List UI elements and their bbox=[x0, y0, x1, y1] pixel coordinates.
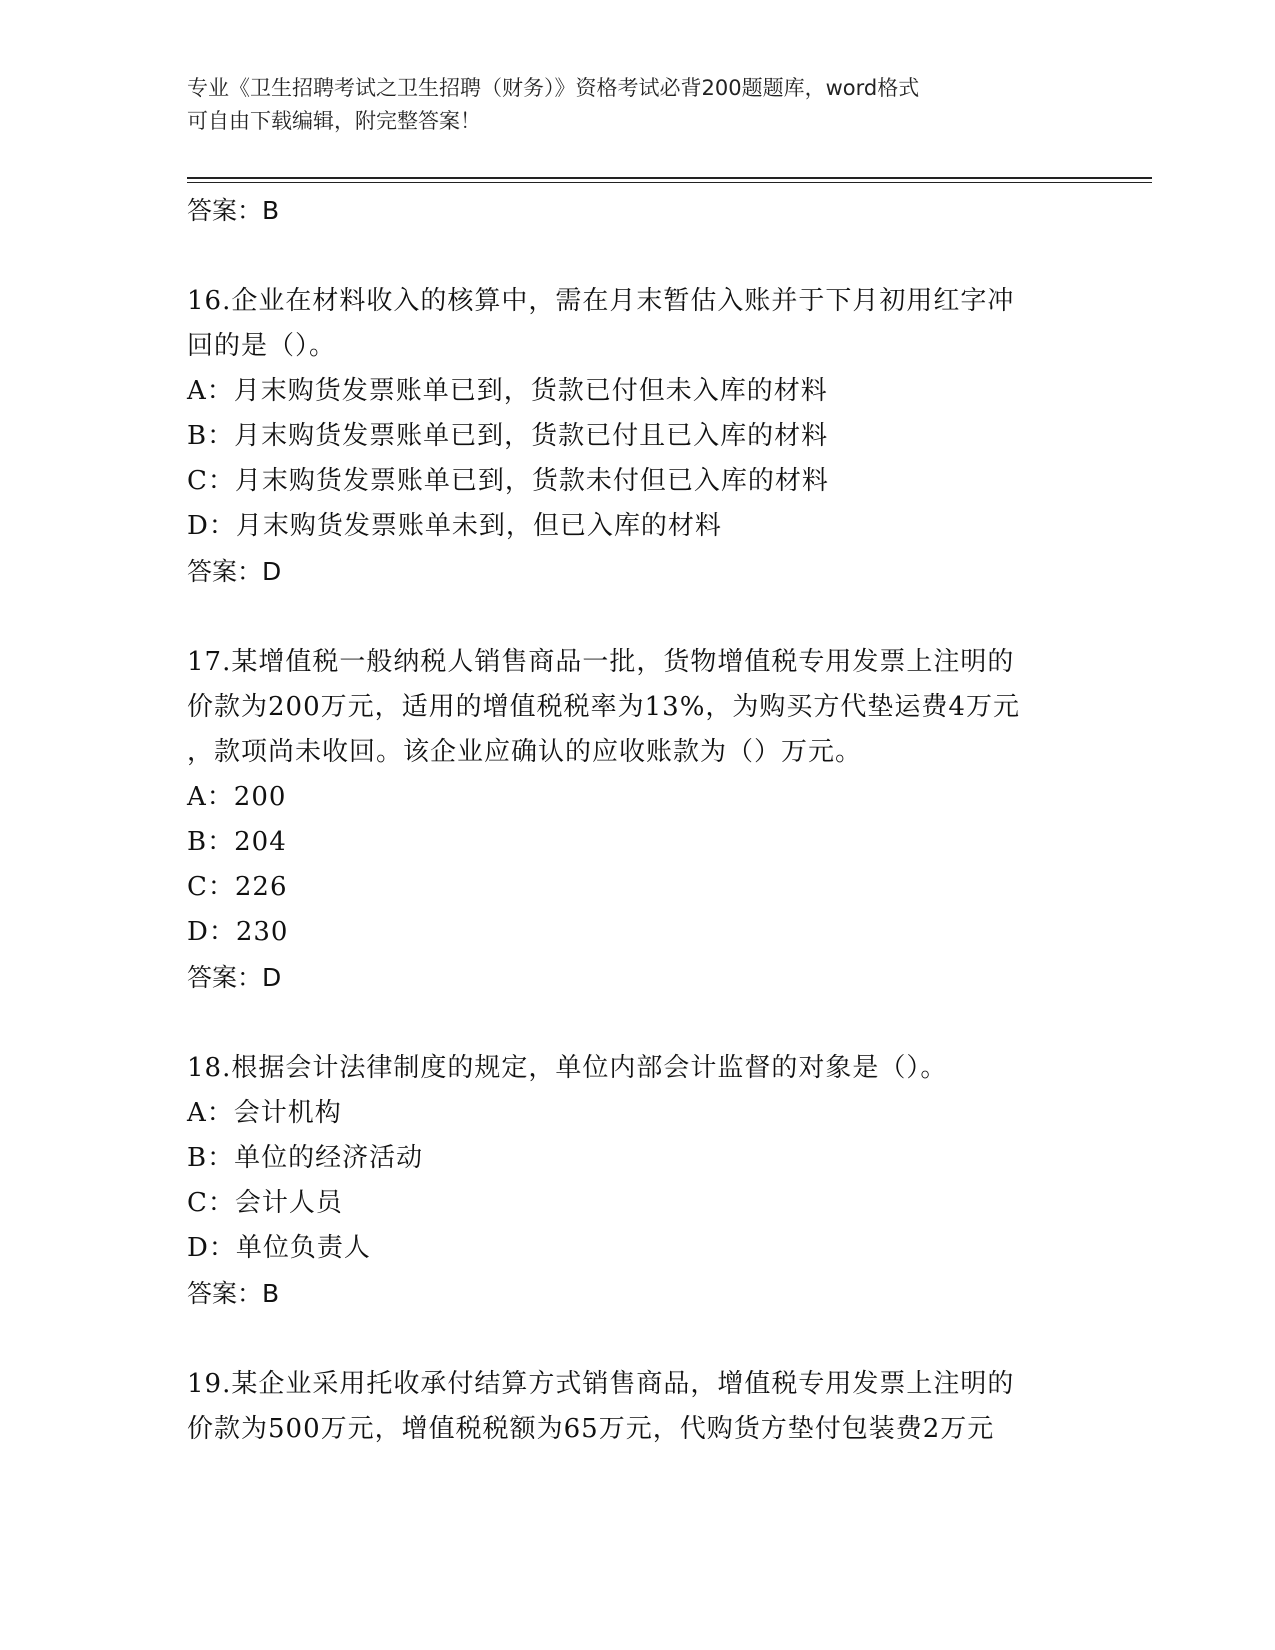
option-b: B：单位的经济活动 bbox=[187, 1143, 424, 1173]
question-stem bbox=[187, 1046, 1117, 1091]
stem-line: 19.某企业采用托收承付结算方式销售商品，增值税专用发票上注明的 bbox=[187, 1369, 1015, 1399]
spacer bbox=[187, 1317, 1117, 1362]
question-stem bbox=[187, 279, 1117, 369]
spacer bbox=[187, 595, 1117, 640]
option-a: A：200 bbox=[187, 782, 287, 812]
stem-line: 18.根据会计法律制度的规定，单位内部会计监督的对象是（）。 bbox=[187, 1053, 948, 1083]
stem-line: ，款项尚未收回。该企业应确认的应收账款为（）万元。 bbox=[187, 737, 863, 767]
option-d: D：单位负责人 bbox=[187, 1233, 371, 1263]
header-line-1: 专业《卫生招聘考试之卫生招聘（财务）》资格考试必背200题题库，word格式 bbox=[187, 76, 920, 100]
option-c: C：会计人员 bbox=[187, 1188, 343, 1218]
spacer bbox=[187, 234, 1117, 279]
question-18 bbox=[187, 1046, 1117, 1317]
option-a: A：月末购货发票账单已到，货款已付但未入库的材料 bbox=[187, 376, 828, 406]
option-b: B：204 bbox=[187, 827, 287, 857]
question-16 bbox=[187, 279, 1117, 595]
spacer bbox=[187, 1001, 1117, 1046]
stem-line: 价款为200万元，适用的增值税税率为13%，为购买方代垫运费4万元 bbox=[187, 692, 1020, 722]
stem-line: 16.企业在材料收入的核算中，需在月末暂估入账并于下月初用红字冲 bbox=[187, 286, 1015, 316]
option-d: D：月末购货发票账单未到，但已入库的材料 bbox=[187, 511, 722, 541]
stem-line: 价款为500万元，增值税税额为65万元，代购货方垫付包装费2万元 bbox=[187, 1414, 995, 1444]
stem-line: 回的是（）。 bbox=[187, 331, 337, 361]
option-c: C：月末购货发票账单已到，货款未付但已入库的材料 bbox=[187, 466, 829, 496]
answer-line: 答案：B bbox=[187, 196, 280, 225]
question-stem bbox=[187, 1362, 1117, 1452]
option-d: D：230 bbox=[187, 917, 289, 947]
question-list bbox=[187, 188, 1117, 1452]
question-19 bbox=[187, 1362, 1117, 1452]
header-divider-thin bbox=[187, 182, 1152, 183]
option-b: B：月末购货发票账单已到，货款已付且已入库的材料 bbox=[187, 421, 829, 451]
question-stem bbox=[187, 640, 1117, 775]
answer-line: 答案：D bbox=[187, 557, 282, 586]
header-line-2: 可自由下载编辑，附完整答案！ bbox=[187, 109, 481, 133]
stem-line: 17.某增值税一般纳税人销售商品一批，货物增值税专用发票上注明的 bbox=[187, 647, 1015, 677]
header-divider bbox=[187, 177, 1152, 179]
document-header bbox=[187, 72, 1087, 138]
question-17 bbox=[187, 640, 1117, 1001]
option-a: A：会计机构 bbox=[187, 1098, 342, 1128]
option-c: C：226 bbox=[187, 872, 288, 902]
answer-line: 答案：B bbox=[187, 1279, 280, 1308]
answer-line: 答案：D bbox=[187, 963, 282, 992]
